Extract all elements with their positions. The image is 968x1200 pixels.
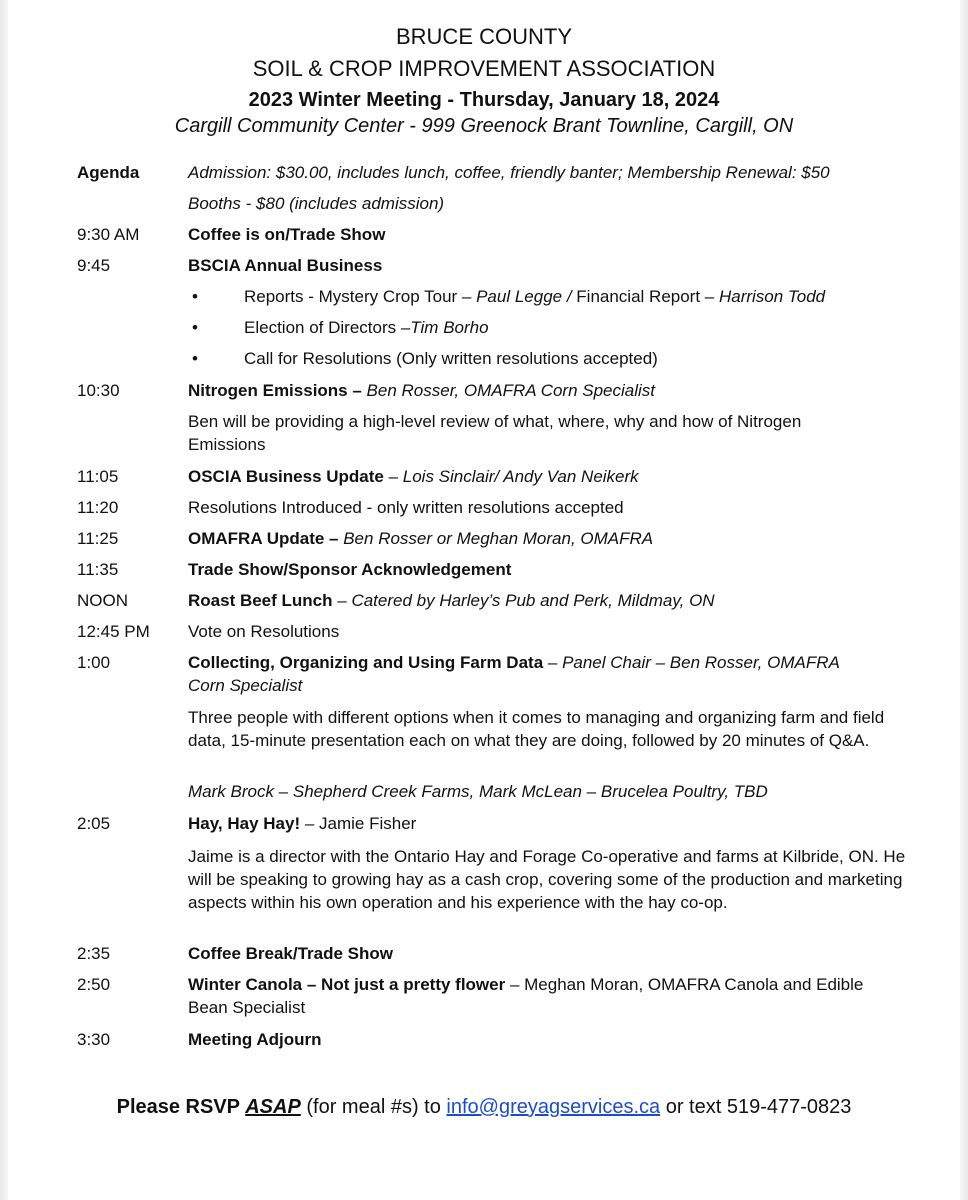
agenda-time: 11:35 — [77, 560, 119, 579]
org-name-line2: SOIL & CROP IMPROVEMENT ASSOCIATION — [252, 56, 716, 81]
agenda-plain: Resolutions Introduced - only written resolutions accepted — [188, 498, 624, 517]
bullet-text: Election of Directors –Tim Borho — [244, 318, 489, 337]
agenda-entry: Collecting, Organizing and Using Farm Data – Panel Chair – Ben Rosser, OMAFRA Corn Specialist — [188, 653, 840, 695]
agenda-description: Jaime is a director with the Ontario Hay and Forage Co-operative and farms at Kilbride, ON. He will be speaking to growing hay as a cash crop, covering some of the production and marketing aspects within his own operation and his experience with the hay co-op. — [188, 847, 906, 912]
agenda-time: 11:05 — [77, 467, 119, 486]
agenda-time: 1:00 — [77, 653, 111, 672]
rsvp-pre: Please RSVP — [116, 1096, 246, 1118]
meeting-location: Cargill Community Center - 999 Greenock Brant Townline, Cargill, ON — [174, 115, 794, 137]
agenda-entry: Winter Canola – Not just a pretty flower – Meghan Moran, OMAFRA Canola and Edible Bean Specialist — [188, 975, 864, 1017]
bullet: • — [192, 349, 198, 368]
org-name-line1: BRUCE COUNTY — [395, 24, 572, 49]
agenda-time: 11:20 — [77, 498, 119, 517]
agenda-title: Trade Show/Sponsor Acknowledgement — [188, 560, 512, 579]
admission-text: Admission: $30.00, includes lunch, coffee, friendly banter; Membership Renewal: $50 — [188, 163, 830, 182]
agenda-time: NOON — [77, 591, 128, 610]
agenda-description: Three people with different options when it comes to managing and organizing farm and field data, 15-minute presentation each on what they are doing, followed by 20 minutes of Q&A. — [188, 708, 885, 750]
agenda-label: Agenda — [77, 163, 140, 182]
booths-text: Booths - $80 (includes admission) — [188, 194, 445, 213]
agenda-plain: Vote on Resolutions — [188, 622, 340, 641]
agenda-title: Meeting Adjourn — [188, 1030, 322, 1049]
agenda-entry: OMAFRA Update – Ben Rosser or Meghan Moran, OMAFRA — [188, 529, 654, 548]
agenda-time: 12:45 PM — [77, 622, 150, 641]
bullet: • — [192, 318, 198, 337]
agenda-title: Coffee is on/Trade Show — [188, 225, 386, 244]
agenda-time: 10:30 — [77, 381, 120, 400]
rsvp-mid: (for meal #s) to — [300, 1096, 447, 1118]
agenda-time: 9:45 — [77, 256, 111, 275]
agenda-time: 9:30 AM — [77, 225, 140, 244]
agenda-entry: Nitrogen Emissions – Ben Rosser, OMAFRA Corn Specialist — [188, 381, 656, 400]
rsvp-line — [0, 1096, 968, 1119]
agenda-entry: Roast Beef Lunch – Catered by Harley’s Pub and Perk, Mildmay, ON — [188, 591, 715, 610]
page-edge-right — [960, 0, 968, 1200]
bullet: • — [192, 287, 198, 306]
panel-members: Mark Brock – Shepherd Creek Farms, Mark McLean – Brucelea Poultry, TBD — [188, 782, 768, 801]
page-edge-left — [0, 0, 8, 1200]
agenda-entry: Hay, Hay Hay! – Jamie Fisher — [188, 814, 417, 833]
agenda-title: BSCIA Annual Business — [188, 256, 383, 275]
bullet-text: Call for Resolutions (Only written resolutions accepted) — [244, 349, 658, 368]
agenda-time: 3:30 — [77, 1030, 111, 1049]
rsvp-asap: ASAP — [245, 1096, 301, 1118]
bullet-text: Reports - Mystery Crop Tour – Paul Legge / Financial Report – Harrison Todd — [244, 287, 826, 306]
agenda-entry: OSCIA Business Update – Lois Sinclair/ Andy Van Neikerk — [188, 467, 639, 486]
rsvp-email-link[interactable]: info@greyagservices.ca — [446, 1096, 661, 1118]
rsvp-post: or text 519-477-0823 — [660, 1096, 852, 1118]
agenda-time: 2:35 — [77, 944, 111, 963]
agenda-description: Ben will be providing a high-level review of what, where, why and how of Nitrogen Emissions — [188, 412, 802, 454]
agenda-time: 2:05 — [77, 814, 111, 833]
agenda-time: 2:50 — [77, 975, 111, 994]
agenda-time: 11:25 — [77, 529, 119, 548]
meeting-title: 2023 Winter Meeting - Thursday, January 18, 2024 — [248, 89, 720, 111]
agenda-title: Coffee Break/Trade Show — [188, 944, 394, 963]
